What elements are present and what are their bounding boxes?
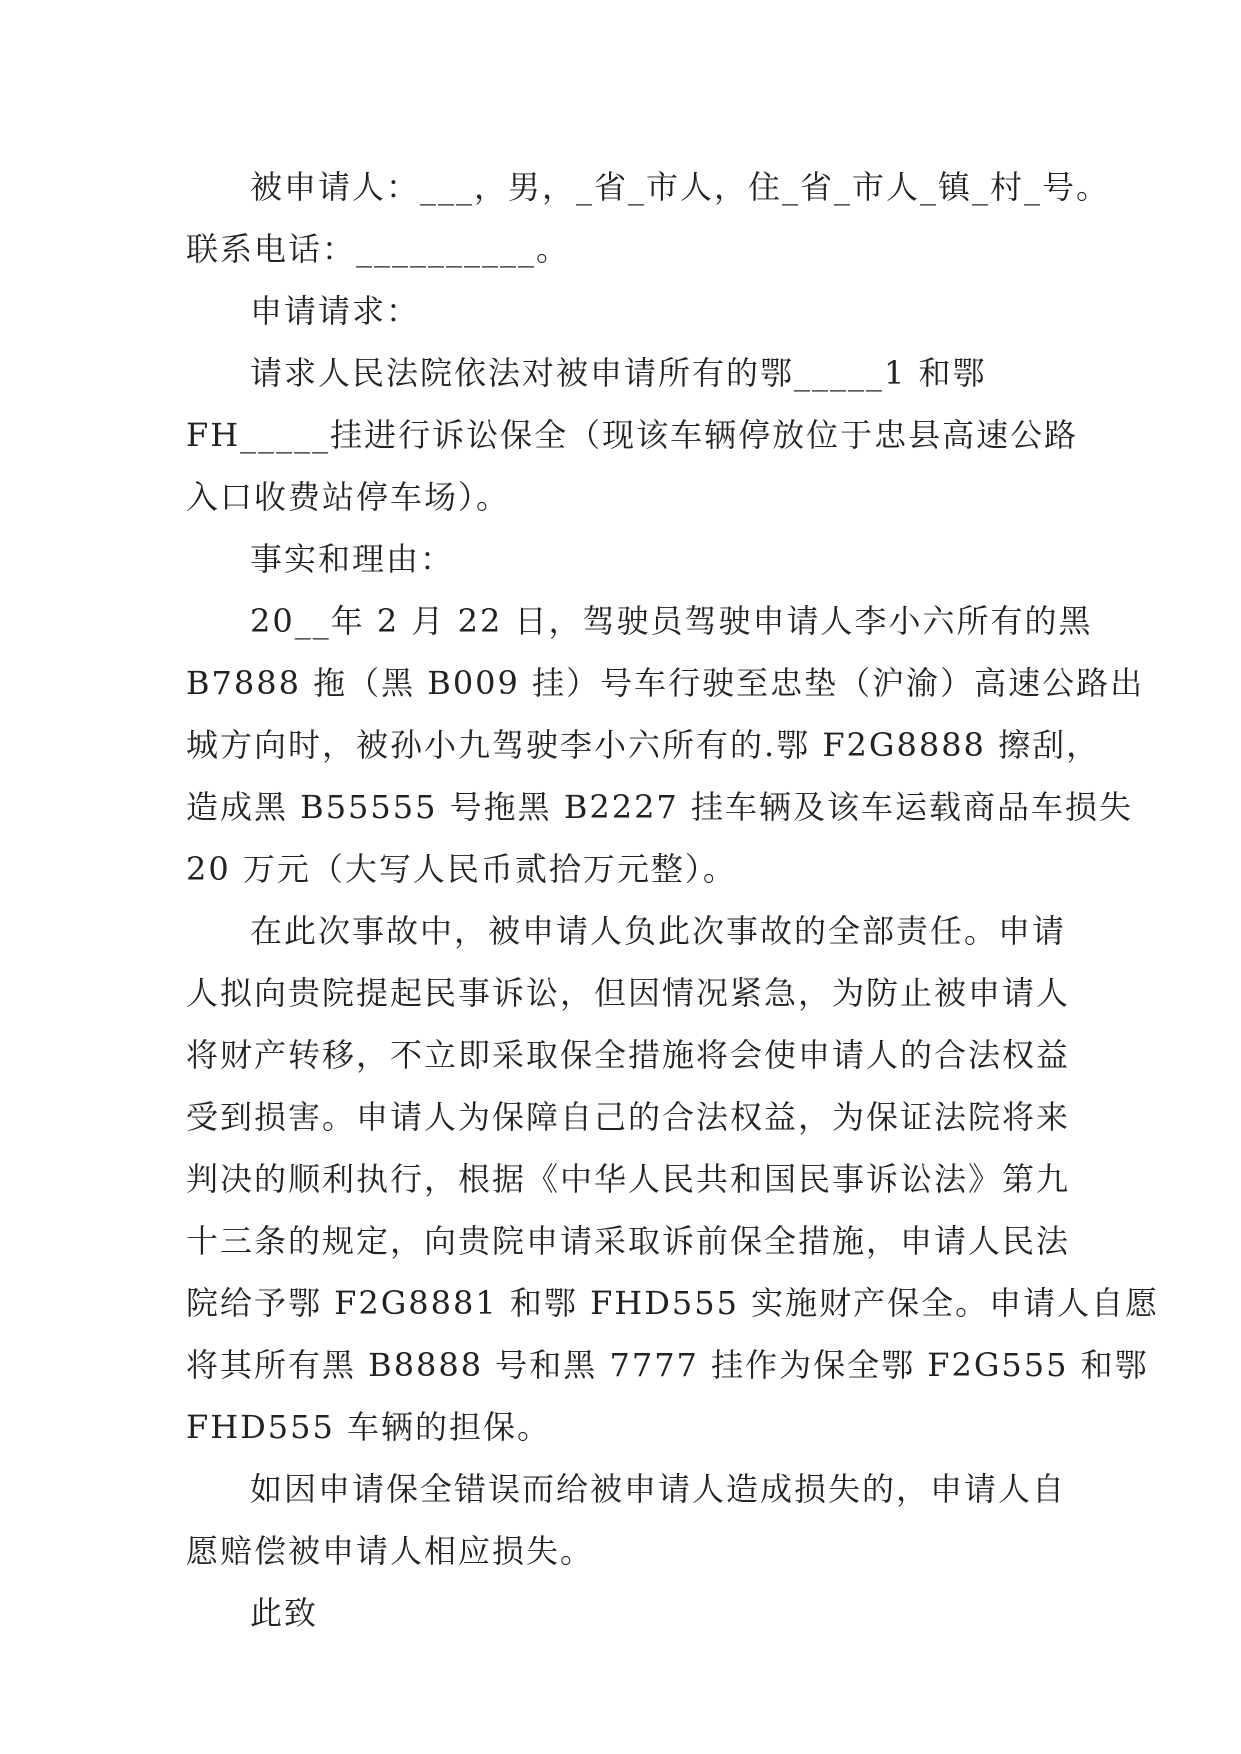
request-heading-paragraph [186, 280, 1044, 342]
respondent-line: 被申请人：___，男，_省_市人，住_省_市人_镇_村_号。 [250, 168, 1111, 206]
document-page [186, 156, 1160, 1644]
compensation-paragraph [186, 1458, 1067, 1582]
facts-line: FHD555 车辆的担保。 [186, 1408, 552, 1446]
facts-paragraph-1 [186, 590, 1145, 900]
compensation-line: 愿赔偿被申请人相应损失。 [186, 1532, 595, 1570]
facts-line: 将其所有黑 B8888 号和黑 7777 挂作为保全鄂 F2G555 和鄂 [186, 1346, 1149, 1384]
request-line: 请求人民法院依法对被申请所有的鄂_____1 和鄂 [250, 354, 987, 392]
request-paragraph [186, 342, 1079, 528]
request-line: FH_____挂进行诉讼保全（现该车辆停放位于忠县高速公路 [186, 416, 1079, 454]
respondent-paragraph [186, 156, 1111, 280]
facts-heading-paragraph [186, 528, 1044, 590]
request-heading: 申请请求： [250, 292, 421, 330]
facts-line: 城方向时，被孙小九驾驶李小六所有的.鄂 F2G8888 擦刮， [186, 726, 1101, 764]
facts-line: 受到损害。申请人为保障自己的合法权益，为保证法院将来 [186, 1098, 1071, 1136]
facts-line: 在此次事故中，被申请人负此次事故的全部责任。申请 [250, 912, 1067, 950]
closing-paragraph [186, 1582, 1044, 1644]
facts-line: 判决的顺利执行，根据《中华人民共和国民事诉讼法》第九 [186, 1160, 1071, 1198]
request-line: 入口收费站停车场）。 [186, 478, 511, 516]
closing-salutation: 此致 [250, 1594, 319, 1632]
facts-heading: 事实和理由： [250, 540, 455, 578]
facts-line: 十三条的规定，向贵院申请采取诉前保全措施，申请人民法 [186, 1222, 1071, 1260]
facts-line: 院给予鄂 F2G8881 和鄂 FHD555 实施财产保全。申请人自愿 [186, 1284, 1160, 1322]
respondent-phone-line: 联系电话：__________。 [186, 230, 571, 268]
facts-line: 20__年 2 月 22 日，驾驶员驾驶申请人李小六所有的黑 [250, 602, 1093, 640]
facts-line: B7888 拖（黑 B009 挂）号车行驶至忠垫（沪渝）高速公路出 [186, 664, 1145, 702]
facts-line: 将财产转移，不立即采取保全措施将会使申请人的合法权益 [186, 1036, 1071, 1074]
compensation-line: 如因申请保全错误而给被申请人造成损失的，申请人自 [250, 1470, 1067, 1508]
facts-line: 人拟向贵院提起民事诉讼，但因情况紧急，为防止被申请人 [186, 974, 1071, 1012]
facts-line: 20 万元（大写人民币贰拾万元整）。 [186, 850, 737, 888]
facts-line: 造成黑 B55555 号拖黑 B2227 挂车辆及该车运载商品车损失 [186, 788, 1133, 826]
facts-paragraph-2 [186, 900, 1160, 1458]
